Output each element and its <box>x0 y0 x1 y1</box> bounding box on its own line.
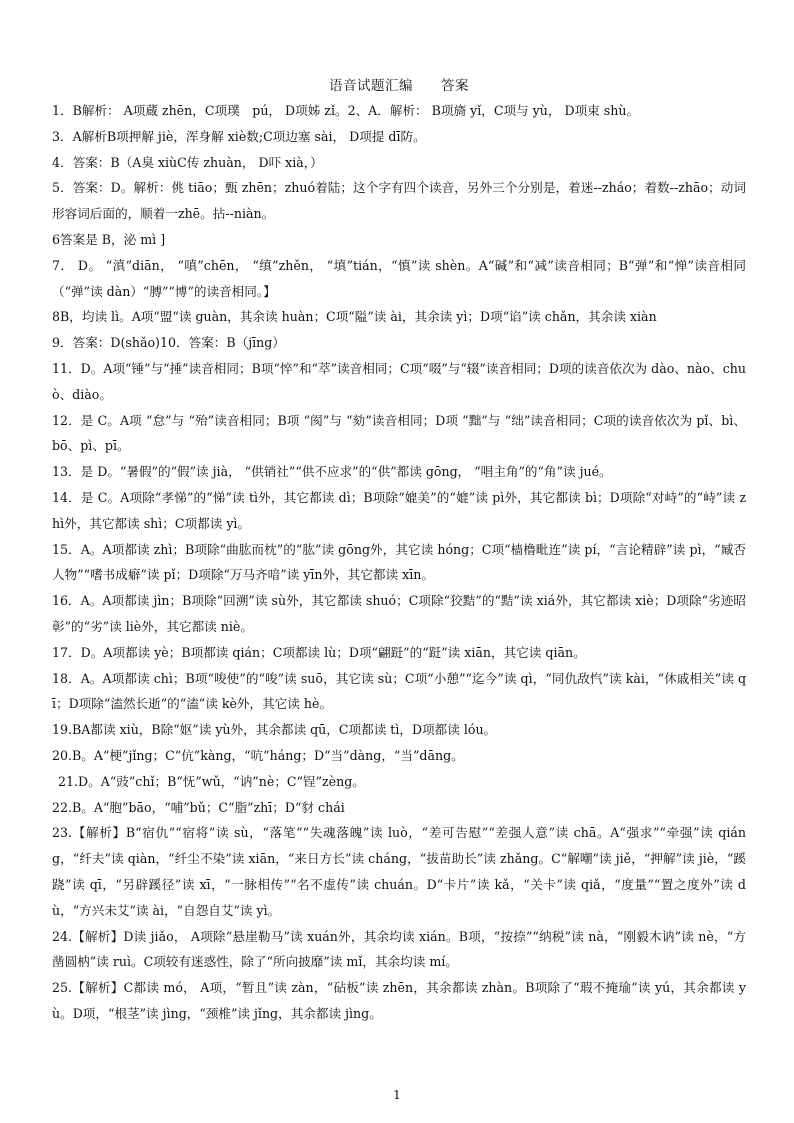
answer-paragraph: 17．D。A项都读 yè；B项都读 qián；C项都读 lù；D项“翩跹”的“跹”读 xiān，其它读 qiān。 <box>52 644 586 660</box>
answer-paragraph: 21.D。A“豉”chǐ；B“怃”wǔ，“讷”nè；C“锃”zèng。 <box>58 773 365 789</box>
answer-paragraph: 15．A。A项都读 zhì；B项除“曲肱而枕”的“肱”读 gōng外，其它读 hóng；C项“樯橹毗连”读 pí，“言论精辟”读 pì，“臧否人物”“嗜书成癖”读 pǐ；D项除“万马齐喑”读 yīn外，其它都读 xīn。 <box>52 541 746 583</box>
answer-paragraph: 23.【解析】B“宿仇”“宿将”读 sù，“落笔”“失魂落魄”读 luò，“差可告慰”“差强人意”读 chā。A“强求”“牵强”读 qiáng，“纤夫”读 qiàn，“纤尘不染”读 xiān，“来日方长”读 cháng，“拔苗助长”读 zhǎng。C“解嘲”读 jiě，“押解”读 jiè，“蹊跷”读 qī，“另辟蹊径”读 xī，“一脉相传”“名不虚传”读 chuán。D“卡片”读 kǎ，“关卡”读 qiǎ，“度量”“置之度外”读 dù，“方兴未艾”读 ài，“自怨自艾”读 yì。 <box>52 825 746 918</box>
answer-paragraph: 25.【解析】C都读 mó， A项，“暂且”读 zàn，“砧板”读 zhēn，其余都读 zhàn。B项除了“瑕不掩瑜”读 yú，其余都读 yù。D项，“根茎”读 jìng，“颈椎”读 jǐng，其余都读 jìng。 <box>52 980 746 1021</box>
answer-paragraph: 9．答案：D(shǎo)10．答案：B（jīng） <box>52 335 285 351</box>
answer-paragraph: 1．B解析： A项蔵 zhēn，C项璞 pú， D项姊 zǐ。2、A．解析： B项旖 yǐ，C项与 yù， D项束 shù。 <box>52 103 640 118</box>
page-number: 1 <box>393 1088 401 1102</box>
answer-paragraph: 18．A。A项都读 chì；B项“唆使”的“唆”读 suō，其它读 sù；C项“小憩”“迄今”读 qì，“同仇敌忾”读 kài，“休戚相关”读 qī；D项除“溘然长逝”的“溘”读 kè外，其它读 hè。 <box>52 670 746 712</box>
answer-paragraph: 7． D。 “滇”diān， “嗔”chēn， “缜”zhěn， “填”tián，“慎”读 shèn。A“碱”和“减”读音相同；B“弹”和“惮”读音相同（“弹”读 dàn）“膊”“博”的读音相同。】 <box>52 257 746 299</box>
answer-paragraph: 12．是 C。A项 “怠”与 “殆”读音相同；B项 “阂”与 “劾”读音相同；D项 “黜”与 “绌”读音相同；C项的读音依次为 pǐ、bì、bō、pì、pī。 <box>52 412 746 454</box>
answer-paragraph: 8B，均读 lì。A项“盟“读 guàn，其余读 huàn；C项“隘”读 ài，其余读 yì；D项“谄”读 chǎn，其余读 xiàn <box>52 309 657 325</box>
answer-paragraph: 22.B。A“胞”bāo，“哺”bǔ；C“脂”zhī；D“豺 chái <box>52 799 345 815</box>
answer-paragraph: 19.BA都读 xiù，B除“妪”读 yù外，其余都读 qū，C项都读 tì，D项都读 lóu。 <box>52 722 497 738</box>
answer-paragraph: 5．答案：D。解析：佻 tiāo；甄 zhēn；zhuó着陆；这个字有四个读音，另外三个分别是，着迷--zháo；着数--zhāo；动词形容词后面的，顺着一zhē。拈--niàn。 <box>52 180 746 222</box>
answer-paragraph: 16．A。A项都读 jìn；B项除“回溯”读 sù外，其它都读 shuó；C项除“狡黠”的“黠”读 xiá外，其它都读 xiè；D项除“劣迹昭彰”的“劣”读 liè外，其它都读 niè。 <box>52 593 746 634</box>
answer-paragraph: 6答案是 B，泌 mì ] <box>52 231 166 247</box>
answer-list <box>52 98 746 1027</box>
answer-paragraph: 11．D。A项“锤”与“捶”读音相同；B项“悴”和“萃”读音相同；C项“啜”与“辍”读音相同；D项的读音依次为 dào、nào、chuò、diào。 <box>52 360 746 402</box>
answer-paragraph: 4．答案：B（A臭 xiùC传 zhuàn， D吓 xià，） <box>52 154 323 170</box>
answer-paragraph: 14．是 C。A项除“孝悌”的“悌”读 tì外，其它都读 dì；B项除“媲美”的“媲”读 pì外，其它都读 bì；D项除“对峙”的“峙”读 zhì外，其它都读 shì；C项都读 yì。 <box>52 489 746 531</box>
answer-paragraph: 3．A解析B项押解 jiè，浑身解 xiè数;C项边塞 sài， D项提 dī防。 <box>52 128 426 144</box>
answer-paragraph: 13．是 D。“暑假”的“假”读 jià， “供销社”“供不应求”的“供”都读 gōng， “唱主角”的“角”读 jué。 <box>52 464 612 480</box>
document-title: 语音试题汇编 答案 <box>329 78 469 94</box>
answer-paragraph: 24.【解析】D读 jiǎo， A项除“悬崖勒马”读 xuán外，其余均读 xián。B项，“按捺”“纳税”读 nà，“刚毅木讷”读 nè，“方凿圆枘”读 ruì。C项较有迷惑性，除了“所向披靡”读 mǐ，其余均读 mí。 <box>52 928 746 970</box>
answer-paragraph: 20.B。A“梗”jǐng；C“伉”kàng，“吭”háng；D“当”dàng，“当”dāng。 <box>52 747 464 763</box>
